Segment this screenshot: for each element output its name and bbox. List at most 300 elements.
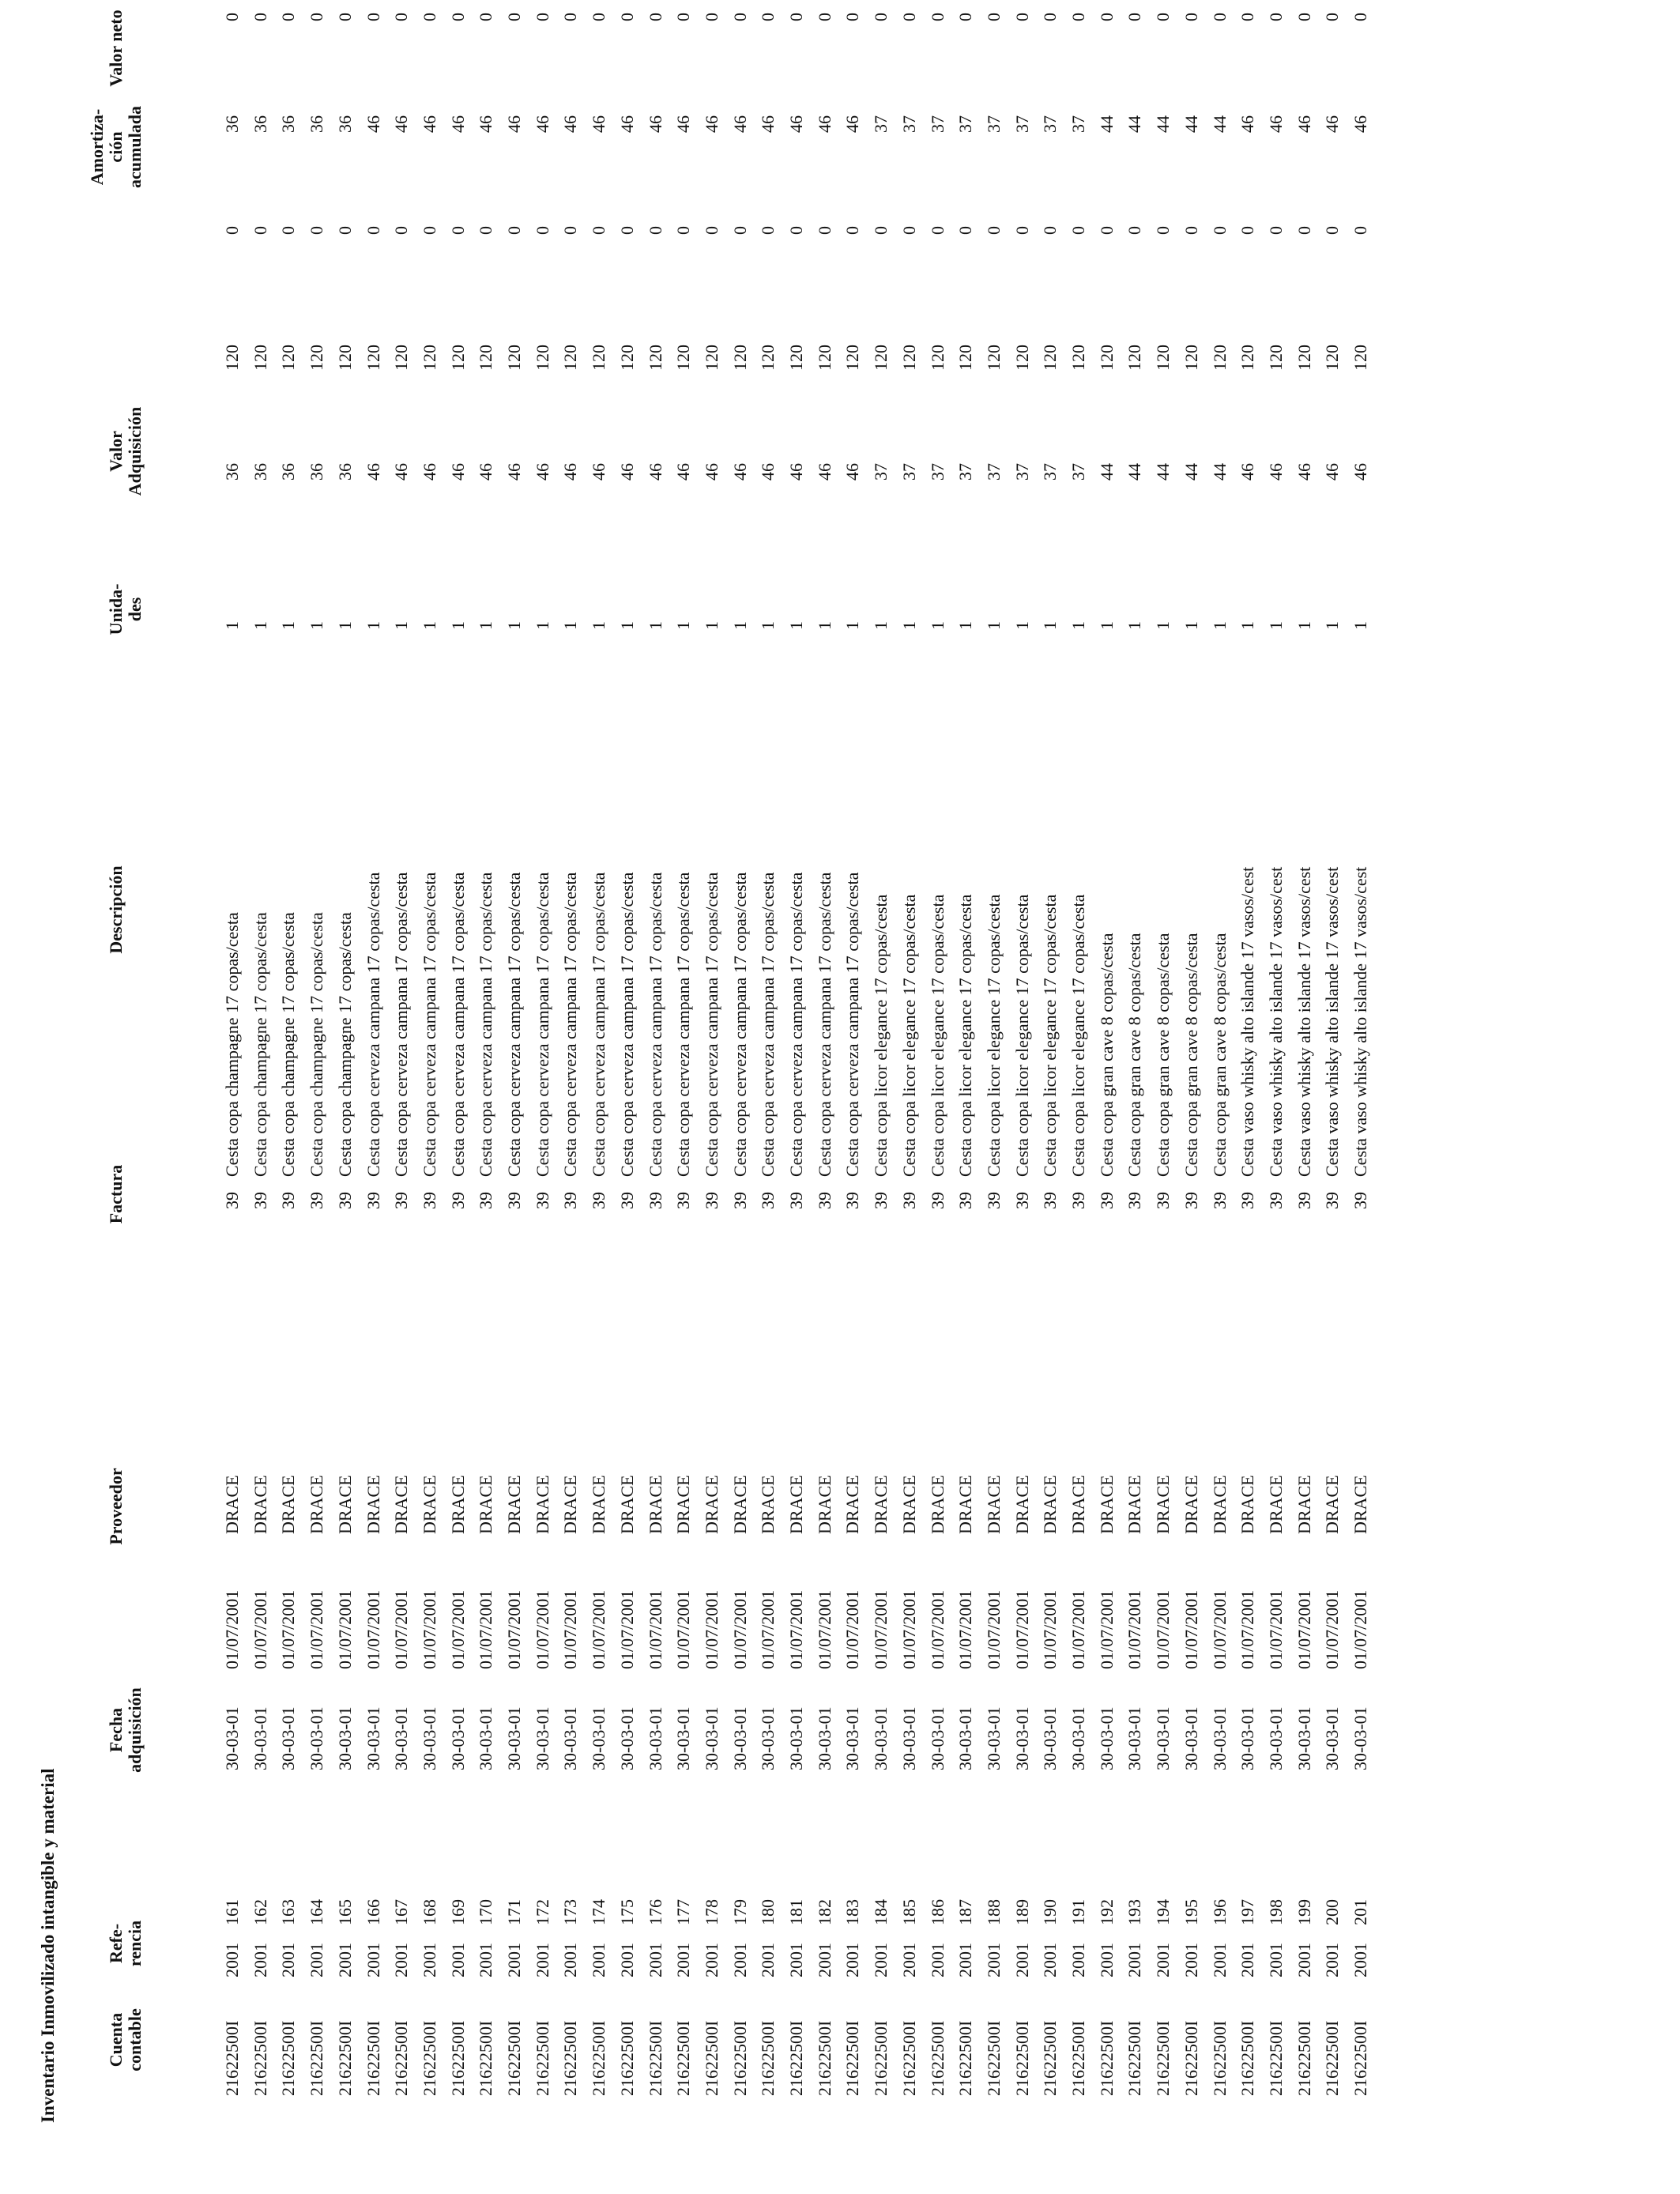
cell-ref-year: 2001 [673,1943,694,1977]
cell-col-b: 0 [1124,226,1145,235]
cell-amortizacion: 44 [1153,115,1173,133]
cell-amortizacion: 44 [1181,115,1201,133]
header-amortizacion-acumulada: Amortiza- ción acumulada [87,106,145,188]
cell-valor-adq: 46 [1350,463,1370,481]
cell-unidades: 1 [1011,621,1032,630]
cell-unidades: 1 [898,621,919,630]
cell-valor-neto: 0 [250,13,270,21]
table-row [472,0,500,2194]
cell-col-b: 0 [758,226,778,235]
cell-col-a: 120 [645,345,665,371]
cell-valor-adq: 46 [729,463,750,481]
cell-valor-neto: 0 [1153,13,1173,21]
cell-fecha-adq: 30-03-01 [532,1706,552,1770]
cell-ref-num: 180 [758,1899,778,1925]
cell-valor-neto: 0 [419,13,439,21]
table-row [331,0,360,2194]
cell-proveedor: DRACE [955,1475,976,1534]
cell-ref-num: 163 [278,1899,299,1925]
cell-fecha-adq: 30-03-01 [955,1706,976,1770]
cell-proveedor: DRACE [1294,1475,1314,1534]
cell-ref-year: 2001 [504,1943,524,1977]
cell-col-b: 0 [673,226,694,235]
cell-valor-neto: 0 [927,13,947,21]
cell-amortizacion: 44 [1124,115,1145,133]
cell-valor-neto: 0 [955,13,976,21]
cell-valor-adq: 44 [1209,463,1230,481]
cell-valor-neto: 0 [476,13,496,21]
cell-col-b: 0 [532,226,552,235]
cell-col-a: 120 [927,345,947,371]
cell-unidades: 1 [1096,621,1117,630]
cell-fecha2: 01/07/2001 [307,1589,327,1669]
cell-ref-num: 181 [786,1899,806,1925]
cell-cuenta: 21622500I [927,2020,947,2096]
cell-cuenta: 21622500I [983,2020,1004,2096]
cell-ref-num: 192 [1096,1899,1117,1925]
cell-fecha2: 01/07/2001 [476,1589,496,1669]
cell-fecha-adq: 30-03-01 [1265,1706,1286,1770]
cell-ref-year: 2001 [1265,1943,1286,1977]
cell-col-b: 0 [786,226,806,235]
cell-proveedor: DRACE [1068,1475,1088,1534]
cell-col-a: 120 [983,345,1004,371]
cell-descripcion: Cesta copa champagne 17 copas/cesta [334,912,355,1177]
cell-fecha2: 01/07/2001 [278,1589,299,1669]
cell-ref-num: 199 [1294,1899,1314,1925]
cell-cuenta: 21622500I [476,2020,496,2096]
cell-ref-year: 2001 [1209,1943,1230,1977]
table-row [867,0,895,2194]
cell-col-a: 120 [532,345,552,371]
cell-unidades: 1 [955,621,976,630]
table-row [726,0,755,2194]
cell-col-b: 0 [1322,226,1343,235]
table-row [1290,0,1319,2194]
cell-fecha-adq: 30-03-01 [814,1706,834,1770]
cell-factura: 39 [334,1192,355,1209]
cell-factura: 39 [758,1192,778,1209]
cell-descripcion: Cesta vaso whisky alto islande 17 vasos/cest [1265,866,1286,1177]
cell-descripcion: Cesta copa champagne 17 copas/cesta [250,912,270,1177]
cell-proveedor: DRACE [447,1475,468,1534]
cell-cuenta: 21622500I [222,2020,242,2096]
cell-descripcion: Cesta copa champagne 17 copas/cesta [307,912,327,1177]
cell-descripcion: Cesta copa cerveza campana 17 copas/cesta [560,872,581,1177]
cell-ref-year: 2001 [532,1943,552,1977]
cell-ref-year: 2001 [250,1943,270,1977]
cell-ref-num: 169 [447,1899,468,1925]
cell-col-a: 120 [786,345,806,371]
cell-descripcion: Cesta copa licor elegance 17 copas/cesta [927,894,947,1177]
cell-ref-num: 173 [560,1899,581,1925]
table-row [585,0,613,2194]
cell-cuenta: 21622500I [645,2020,665,2096]
cell-descripcion: Cesta copa licor elegance 17 copas/cesta [1040,894,1060,1177]
cell-ref-year: 2001 [927,1943,947,1977]
cell-valor-neto: 0 [532,13,552,21]
cell-fecha2: 01/07/2001 [1040,1589,1060,1669]
cell-proveedor: DRACE [898,1475,919,1534]
cell-amortizacion: 37 [871,115,891,133]
cell-valor-adq: 46 [842,463,863,481]
cell-cuenta: 21622500I [419,2020,439,2096]
cell-fecha2: 01/07/2001 [532,1589,552,1669]
cell-col-a: 120 [898,345,919,371]
cell-factura: 39 [955,1192,976,1209]
cell-cuenta: 21622500I [786,2020,806,2096]
cell-amortizacion: 36 [250,115,270,133]
cell-col-b: 0 [307,226,327,235]
cell-fecha2: 01/07/2001 [645,1589,665,1669]
table-row [1149,0,1177,2194]
cell-ref-num: 175 [616,1899,637,1925]
cell-ref-year: 2001 [560,1943,581,1977]
cell-amortizacion: 36 [222,115,242,133]
cell-cuenta: 21622500I [701,2020,721,2096]
cell-ref-year: 2001 [1153,1943,1173,1977]
cell-ref-year: 2001 [842,1943,863,1977]
cell-unidades: 1 [419,621,439,630]
cell-valor-adq: 46 [589,463,609,481]
cell-ref-year: 2001 [1294,1943,1314,1977]
cell-descripcion: Cesta copa gran cave 8 copas/cesta [1096,933,1117,1177]
cell-factura: 39 [729,1192,750,1209]
cell-col-b: 0 [983,226,1004,235]
cell-valor-adq: 37 [898,463,919,481]
cell-cuenta: 21622500I [1181,2020,1201,2096]
cell-proveedor: DRACE [476,1475,496,1534]
table-row [951,0,980,2194]
cell-ref-year: 2001 [391,1943,412,1977]
header-referencia: Refe- rencia [106,1920,145,1967]
cell-fecha-adq: 30-03-01 [278,1706,299,1770]
cell-descripcion: Cesta copa cerveza campana 17 copas/cesta [589,872,609,1177]
cell-ref-year: 2001 [1096,1943,1117,1977]
cell-fecha-adq: 30-03-01 [1124,1706,1145,1770]
cell-amortizacion: 44 [1209,115,1230,133]
cell-proveedor: DRACE [758,1475,778,1534]
cell-descripcion: Cesta copa cerveza campana 17 copas/cesta [476,872,496,1177]
cell-col-b: 0 [334,226,355,235]
cell-factura: 39 [589,1192,609,1209]
cell-ref-num: 187 [955,1899,976,1925]
cell-cuenta: 21622500I [532,2020,552,2096]
cell-proveedor: DRACE [1124,1475,1145,1534]
cell-unidades: 1 [786,621,806,630]
table-row [274,0,303,2194]
cell-fecha2: 01/07/2001 [1350,1589,1370,1669]
cell-amortizacion: 36 [278,115,299,133]
cell-col-b: 0 [729,226,750,235]
cell-descripcion: Cesta copa licor elegance 17 copas/cesta [898,894,919,1177]
cell-factura: 39 [673,1192,694,1209]
cell-fecha2: 01/07/2001 [419,1589,439,1669]
cell-valor-neto: 0 [729,13,750,21]
cell-amortizacion: 46 [532,115,552,133]
cell-factura: 39 [983,1192,1004,1209]
cell-factura: 39 [1294,1192,1314,1209]
cell-amortizacion: 46 [504,115,524,133]
cell-unidades: 1 [927,621,947,630]
header-factura: Factura [106,1164,126,1224]
cell-descripcion: Cesta vaso whisky alto islande 17 vasos/cest [1322,866,1343,1177]
table-row [1093,0,1121,2194]
cell-cuenta: 21622500I [589,2020,609,2096]
cell-fecha2: 01/07/2001 [222,1589,242,1669]
cell-descripcion: Cesta copa cerveza campana 17 copas/cesta [504,872,524,1177]
cell-amortizacion: 46 [560,115,581,133]
cell-ref-year: 2001 [1040,1943,1060,1977]
cell-proveedor: DRACE [814,1475,834,1534]
cell-descripcion: Cesta vaso whisky alto islande 17 vasos/cest [1237,866,1258,1177]
cell-amortizacion: 46 [758,115,778,133]
cell-valor-adq: 44 [1124,463,1145,481]
cell-cuenta: 21622500I [1040,2020,1060,2096]
cell-ref-num: 162 [250,1899,270,1925]
cell-descripcion: Cesta copa cerveza campana 17 copas/cesta [729,872,750,1177]
cell-ref-num: 196 [1209,1899,1230,1925]
cell-col-a: 120 [616,345,637,371]
cell-descripcion: Cesta copa cerveza campana 17 copas/cesta [814,872,834,1177]
cell-factura: 39 [419,1192,439,1209]
cell-ref-year: 2001 [1124,1943,1145,1977]
cell-cuenta: 21622500I [1265,2020,1286,2096]
cell-amortizacion: 37 [983,115,1004,133]
header-unidades: Unida- des [106,583,145,635]
cell-amortizacion: 46 [645,115,665,133]
cell-ref-num: 166 [363,1899,383,1925]
cell-ref-num: 178 [701,1899,721,1925]
cell-proveedor: DRACE [307,1475,327,1534]
cell-ref-year: 2001 [1350,1943,1370,1977]
cell-unidades: 1 [250,621,270,630]
cell-unidades: 1 [701,621,721,630]
cell-ref-num: 168 [419,1899,439,1925]
cell-factura: 39 [1181,1192,1201,1209]
table-row [1036,0,1064,2194]
cell-descripcion: Cesta copa cerveza campana 17 copas/cesta [786,872,806,1177]
cell-valor-adq: 37 [1068,463,1088,481]
cell-amortizacion: 46 [391,115,412,133]
cell-unidades: 1 [842,621,863,630]
cell-unidades: 1 [1124,621,1145,630]
cell-amortizacion: 37 [898,115,919,133]
cell-valor-adq: 37 [983,463,1004,481]
cell-ref-year: 2001 [278,1943,299,1977]
cell-fecha2: 01/07/2001 [1011,1589,1032,1669]
cell-ref-num: 184 [871,1899,891,1925]
table-row [1121,0,1149,2194]
cell-fecha2: 01/07/2001 [447,1589,468,1669]
cell-fecha-adq: 30-03-01 [1350,1706,1370,1770]
cell-valor-neto: 0 [1322,13,1343,21]
cell-col-b: 0 [927,226,947,235]
cell-descripcion: Cesta copa cerveza campana 17 copas/cesta [532,872,552,1177]
cell-col-b: 0 [1294,226,1314,235]
cell-col-a: 120 [1040,345,1060,371]
cell-amortizacion: 46 [1322,115,1343,133]
cell-descripcion: Cesta copa licor elegance 17 copas/cesta [983,894,1004,1177]
cell-col-b: 0 [898,226,919,235]
cell-factura: 39 [898,1192,919,1209]
cell-valor-adq: 36 [307,463,327,481]
cell-ref-num: 183 [842,1899,863,1925]
cell-amortizacion: 37 [1011,115,1032,133]
cell-descripcion: Cesta copa cerveza campana 17 copas/cesta [701,872,721,1177]
cell-unidades: 1 [1040,621,1060,630]
cell-factura: 39 [927,1192,947,1209]
cell-col-a: 120 [1153,345,1173,371]
cell-factura: 39 [814,1192,834,1209]
cell-ref-year: 2001 [419,1943,439,1977]
cell-descripcion: Cesta vaso whisky alto islande 17 vasos/cest [1350,866,1370,1177]
table-row [247,0,275,2194]
cell-proveedor: DRACE [1181,1475,1201,1534]
cell-fecha2: 01/07/2001 [983,1589,1004,1669]
cell-ref-num: 194 [1153,1899,1173,1925]
table-row [444,0,473,2194]
cell-fecha2: 01/07/2001 [589,1589,609,1669]
cell-ref-num: 201 [1350,1899,1370,1925]
cell-valor-neto: 0 [616,13,637,21]
cell-valor-neto: 0 [222,13,242,21]
cell-ref-num: 191 [1068,1899,1088,1925]
cell-fecha2: 01/07/2001 [786,1589,806,1669]
cell-fecha-adq: 30-03-01 [786,1706,806,1770]
cell-cuenta: 21622500I [842,2020,863,2096]
cell-ref-year: 2001 [758,1943,778,1977]
cell-valor-adq: 46 [1322,463,1343,481]
cell-cuenta: 21622500I [616,2020,637,2096]
cell-fecha2: 01/07/2001 [363,1589,383,1669]
table-row [838,0,867,2194]
cell-fecha2: 01/07/2001 [1068,1589,1088,1669]
cell-col-a: 120 [363,345,383,371]
cell-unidades: 1 [278,621,299,630]
cell-ref-num: 164 [307,1899,327,1925]
cell-ref-year: 2001 [222,1943,242,1977]
table-row [1008,0,1037,2194]
cell-col-b: 0 [1350,226,1370,235]
cell-col-a: 120 [701,345,721,371]
cell-ref-num: 189 [1011,1899,1032,1925]
cell-ref-year: 2001 [1181,1943,1201,1977]
cell-amortizacion: 46 [1237,115,1258,133]
cell-valor-neto: 0 [814,13,834,21]
cell-fecha2: 01/07/2001 [560,1589,581,1669]
cell-valor-neto: 0 [645,13,665,21]
cell-amortizacion: 46 [814,115,834,133]
cell-proveedor: DRACE [701,1475,721,1534]
cell-cuenta: 21622500I [391,2020,412,2096]
cell-col-a: 120 [1124,345,1145,371]
cell-valor-adq: 46 [391,463,412,481]
cell-col-b: 0 [278,226,299,235]
cell-amortizacion: 37 [1068,115,1088,133]
cell-valor-neto: 0 [1011,13,1032,21]
cell-unidades: 1 [1322,621,1343,630]
cell-col-a: 120 [814,345,834,371]
cell-fecha-adq: 30-03-01 [1322,1706,1343,1770]
cell-valor-adq: 46 [616,463,637,481]
cell-ref-year: 2001 [786,1943,806,1977]
cell-col-a: 120 [1096,345,1117,371]
cell-valor-neto: 0 [447,13,468,21]
cell-valor-adq: 46 [532,463,552,481]
cell-valor-adq: 36 [334,463,355,481]
cell-proveedor: DRACE [391,1475,412,1534]
cell-unidades: 1 [504,621,524,630]
cell-factura: 39 [1265,1192,1286,1209]
cell-cuenta: 21622500I [729,2020,750,2096]
cell-proveedor: DRACE [1322,1475,1343,1534]
cell-fecha2: 01/07/2001 [729,1589,750,1669]
cell-col-b: 0 [871,226,891,235]
cell-factura: 39 [250,1192,270,1209]
table-row [360,0,388,2194]
cell-fecha-adq: 30-03-01 [363,1706,383,1770]
cell-valor-adq: 46 [363,463,383,481]
cell-fecha2: 01/07/2001 [927,1589,947,1669]
cell-valor-adq: 46 [447,463,468,481]
cell-valor-neto: 0 [758,13,778,21]
table-row [1262,0,1290,2194]
cell-col-a: 120 [222,345,242,371]
cell-valor-neto: 0 [589,13,609,21]
cell-ref-year: 2001 [814,1943,834,1977]
cell-fecha2: 01/07/2001 [391,1589,412,1669]
cell-cuenta: 21622500I [307,2020,327,2096]
cell-col-a: 120 [758,345,778,371]
cell-col-a: 120 [278,345,299,371]
cell-proveedor: DRACE [729,1475,750,1534]
table-row [1206,0,1234,2194]
cell-fecha2: 01/07/2001 [842,1589,863,1669]
cell-amortizacion: 36 [307,115,327,133]
cell-cuenta: 21622500I [1294,2020,1314,2096]
cell-proveedor: DRACE [983,1475,1004,1534]
cell-col-b: 0 [1068,226,1088,235]
cell-amortizacion: 46 [447,115,468,133]
cell-fecha-adq: 30-03-01 [447,1706,468,1770]
cell-unidades: 1 [222,621,242,630]
cell-cuenta: 21622500I [898,2020,919,2096]
cell-ref-year: 2001 [729,1943,750,1977]
cell-col-a: 120 [250,345,270,371]
cell-fecha-adq: 30-03-01 [898,1706,919,1770]
cell-valor-adq: 37 [927,463,947,481]
cell-valor-neto: 0 [1040,13,1060,21]
cell-col-a: 120 [955,345,976,371]
cell-col-b: 0 [814,226,834,235]
cell-unidades: 1 [589,621,609,630]
cell-fecha-adq: 30-03-01 [391,1706,412,1770]
cell-factura: 39 [504,1192,524,1209]
cell-fecha2: 01/07/2001 [1181,1589,1201,1669]
table-row [303,0,331,2194]
cell-fecha-adq: 30-03-01 [1011,1706,1032,1770]
cell-factura: 39 [560,1192,581,1209]
cell-descripcion: Cesta copa licor elegance 17 copas/cesta [1068,894,1088,1177]
cell-amortizacion: 46 [589,115,609,133]
cell-ref-num: 185 [898,1899,919,1925]
cell-ref-num: 198 [1265,1899,1286,1925]
cell-proveedor: DRACE [560,1475,581,1534]
cell-descripcion: Cesta copa champagne 17 copas/cesta [278,912,299,1177]
cell-ref-year: 2001 [334,1943,355,1977]
cell-fecha-adq: 30-03-01 [983,1706,1004,1770]
